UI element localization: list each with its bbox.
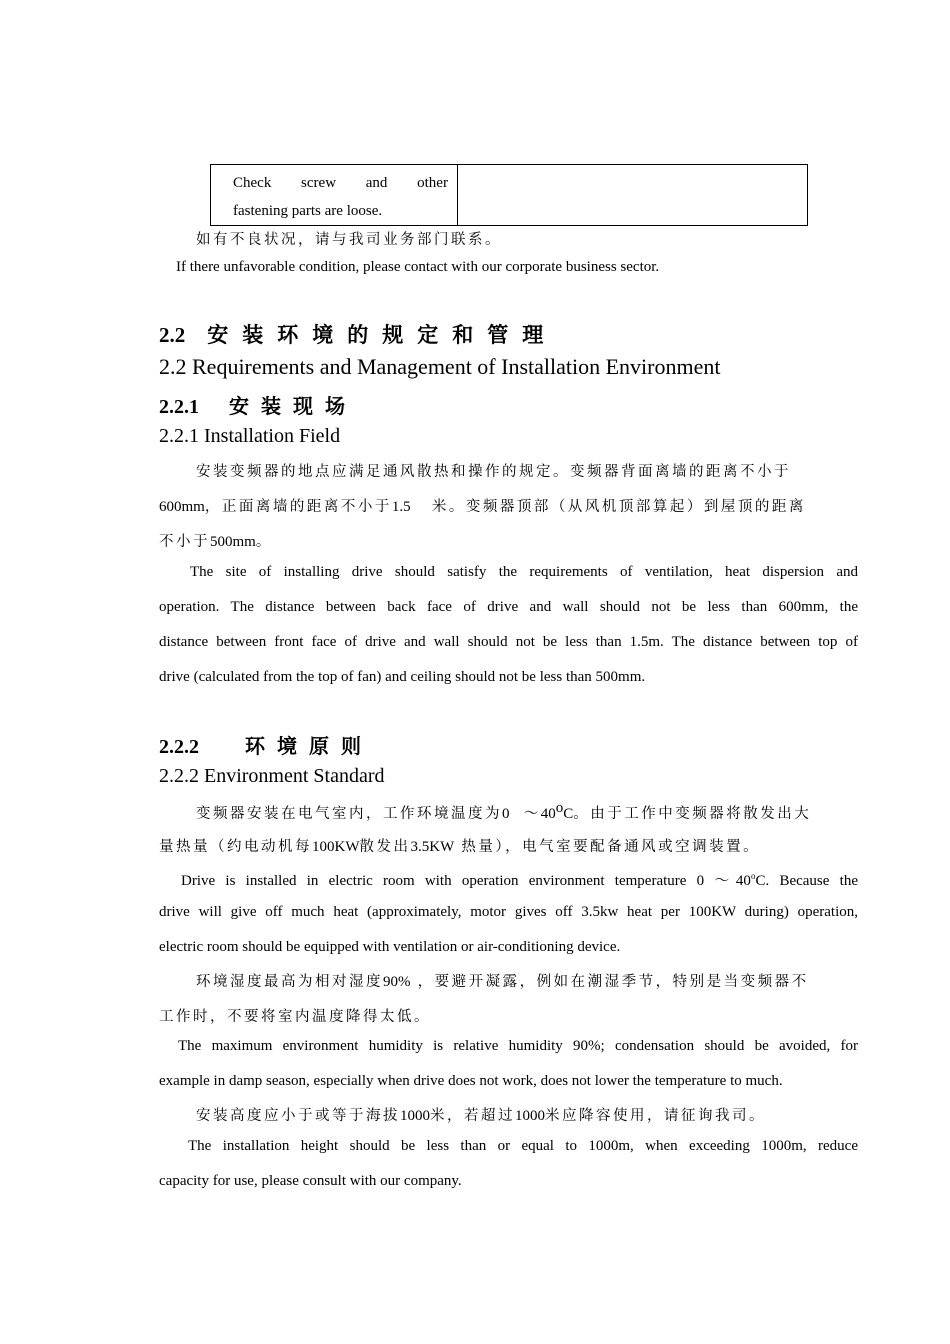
table-cell-line-1	[233, 169, 448, 197]
para-2-2-1-zh-line1: 安装变频器的地点应满足通风散热和操作的规定。变频器背面离墙的距离不小于	[196, 464, 791, 480]
heading-number: 2.2.2	[159, 736, 199, 758]
para-2-2-2-p1-zh-line2	[159, 835, 760, 856]
unit-c: C	[563, 806, 574, 822]
inspection-table	[210, 164, 808, 226]
heading-2-2-zh	[159, 319, 557, 349]
word-screw: screw	[301, 175, 337, 191]
word-other: other	[417, 175, 448, 191]
word-check: Check	[233, 175, 272, 191]
text-segment: 米，若超过	[430, 1108, 515, 1124]
para-2-2-2-p2-zh-line2: 工作时，不要将室内温度降得太低。	[159, 1009, 431, 1025]
text-segment: 不小于	[159, 534, 210, 550]
notice-zh: 如有不良状况，请与我司业务部门联系。	[196, 232, 502, 248]
para-2-2-2-p2-en-line1: The maximum environment humidity is relative humidity 90%; condensation should be avoided, for	[178, 1038, 858, 1054]
para-2-2-2-p1-zh-line1	[196, 800, 811, 823]
text-segment: 量热量（约电动机每	[159, 839, 312, 855]
table-row	[211, 165, 808, 226]
text-segment: 热量），电气室要配备通风或空调装置。	[461, 839, 761, 855]
text-segment: 米应降容使用，请征询我司。	[545, 1108, 766, 1124]
value-500mm: 500mm	[210, 534, 256, 550]
degree-symbol: o	[555, 800, 564, 816]
para-2-2-2-p1-en-line1	[181, 869, 858, 890]
heading-title: 安装环境的规定和管理	[207, 323, 558, 347]
para-2-2-1-en-line2: operation. The distance between back face of drive and wall should not be less than 600mm, the	[159, 599, 858, 615]
table-cell-line-2: fastening parts are loose.	[233, 203, 383, 219]
heading-number: 2.2.1	[159, 396, 199, 418]
para-2-2-1-en-line3: distance between front face of drive and wall should not be less than 1.5m. The distance between top of	[159, 634, 858, 650]
para-2-2-2-p1-en-line3: electric room should be equipped with ventilation or air-conditioning device.	[159, 939, 621, 955]
text-segment: 变频器安装在电气室内，工作环境温度为	[196, 806, 502, 822]
text-segment: ，正面离墙的距离不小于	[204, 499, 392, 515]
text-segment: 散发出	[359, 839, 411, 855]
value-0: 0	[502, 806, 510, 822]
para-2-2-2-p3-en-line2: capacity for use, please consult with our company.	[159, 1173, 462, 1189]
table-cell-result	[458, 165, 808, 226]
text-segment: 环境湿度最高为相对湿度	[196, 974, 383, 990]
value-600mm: 600mm	[159, 499, 205, 515]
heading-2-2-en: 2.2 Requirements and Management of Installation Environment	[159, 354, 721, 379]
heading-title: 环境原则	[245, 734, 373, 758]
text-segment: ，要避开凝露，例如在潮湿季节，特别是当变频器不	[417, 974, 809, 990]
para-2-2-2-p3-en-line1: The installation height should be less than or equal to 1000m, when exceeding 1000m, reduce	[188, 1138, 858, 1154]
value-1000: 1000	[400, 1108, 430, 1124]
para-2-2-2-p1-en-line2: drive will give off much heat (approximately, motor gives off 3.5kw heat per 100KW during) operation,	[159, 904, 858, 920]
text-segment: Drive is installed in electric room with operation environment temperature 0 ～40	[181, 873, 751, 889]
value-40: 40	[540, 806, 556, 822]
para-2-2-1-zh-line2	[159, 495, 806, 516]
tilde-symbol: ～	[523, 806, 541, 822]
para-2-2-2-p2-en-line2: example in damp season, especially when drive does not work, does not lower the temperature to much.	[159, 1073, 783, 1089]
heading-2-2-1-zh	[159, 390, 357, 419]
word-and: and	[365, 175, 388, 191]
degree-symbol: o	[750, 871, 756, 881]
para-2-2-1-en-line1: The site of installing drive should satisfy the requirements of ventilation, heat dispersion and	[190, 564, 858, 580]
notice-en: If there unfavorable condition, please contact with our corporate business sector.	[176, 259, 660, 275]
heading-2-2-1-en: 2.2.1 Installation Field	[159, 425, 341, 447]
para-2-2-2-p3-zh	[196, 1104, 766, 1125]
text-segment: 。	[255, 534, 273, 550]
heading-2-2-2-en: 2.2.2 Environment Standard	[159, 765, 385, 787]
heading-title: 安装现场	[229, 394, 357, 418]
value-1000: 1000	[515, 1108, 545, 1124]
table-cell-item	[211, 165, 458, 226]
heading-2-2-2-zh	[159, 730, 373, 759]
value-100kw: 100KW	[312, 839, 360, 855]
para-2-2-1-en-line4: drive (calculated from the top of fan) and ceiling should not be less than 500mm.	[159, 669, 646, 685]
text-segment: C. Because the	[755, 873, 858, 889]
heading-number: 2.2	[159, 323, 186, 347]
text-segment: 。由于工作中变频器将散发出大	[573, 806, 812, 822]
para-2-2-1-zh-line3	[159, 530, 273, 551]
value-1-5: 1.5	[391, 499, 411, 515]
para-2-2-2-p2-zh-line1	[196, 970, 809, 991]
text-segment: 安装高度应小于或等于海拔	[196, 1108, 400, 1124]
value-90-percent: 90%	[383, 974, 411, 990]
value-3-5kw: 3.5KW	[410, 839, 455, 855]
text-segment: 米。变频器顶部（从风机顶部算起）到屋顶的距离	[431, 499, 806, 515]
